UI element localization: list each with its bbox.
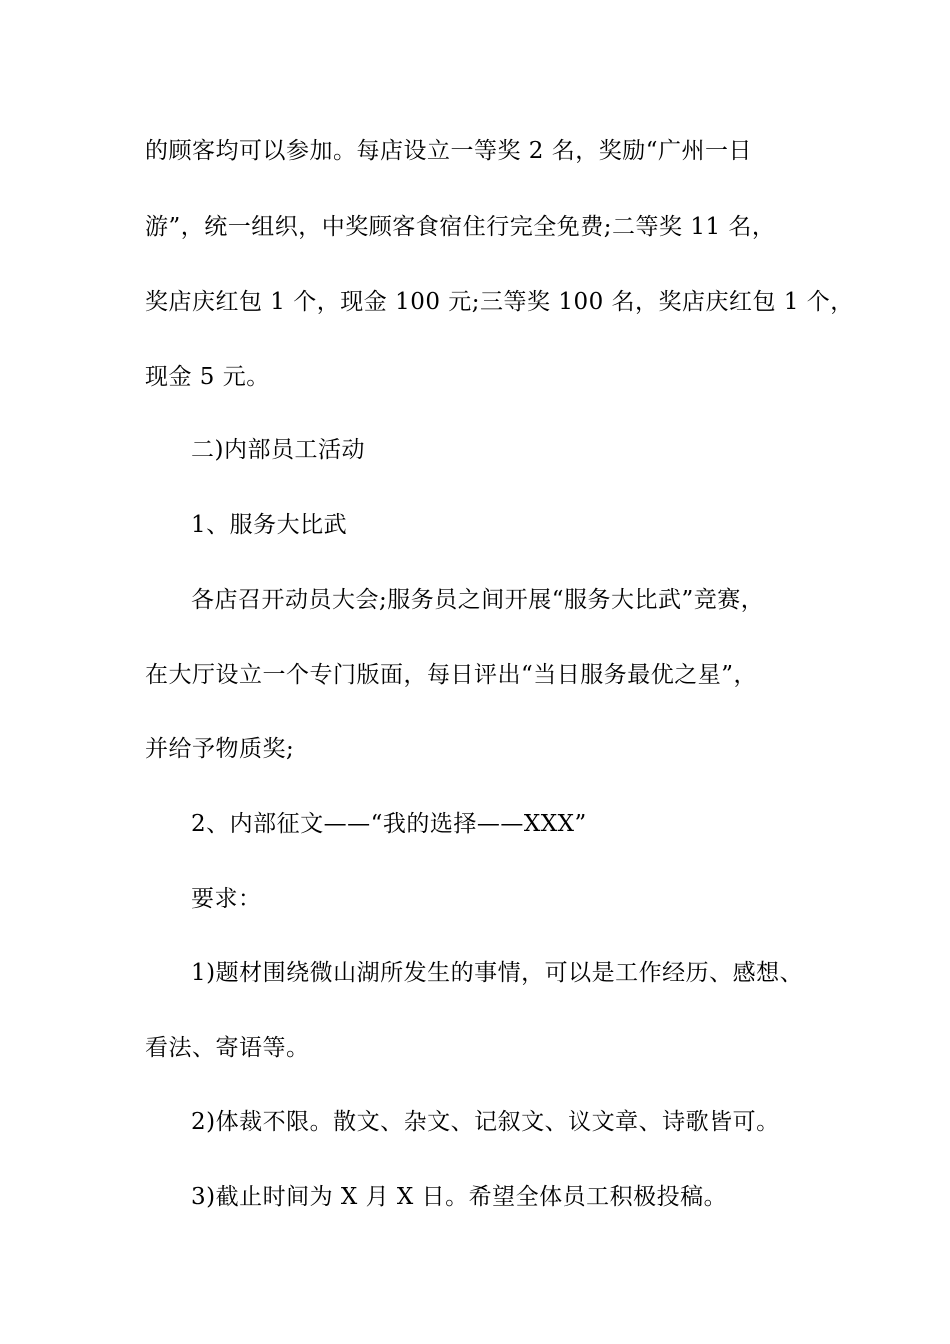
- subsection-heading: 1、服务大比武: [191, 512, 348, 538]
- paragraph-line: 现金 5 元。: [145, 364, 270, 390]
- list-item-continuation: 看法、寄语等。: [145, 1035, 310, 1061]
- paragraph-line: 游”，统一组织，中奖顾客食宿住行完全免费;二等奖 11 名，: [145, 214, 776, 240]
- subsection-heading: 2、内部征文——“我的选择——XXX”: [191, 811, 587, 837]
- section-heading: 二)内部员工活动: [191, 437, 365, 463]
- paragraph-line: 各店召开动员大会;服务员之间开展“服务大比武”竞赛，: [191, 587, 765, 613]
- paragraph-line: 的顾客均可以参加。每店设立一等奖 2 名，奖励“广州一日: [145, 138, 753, 164]
- list-item: 3)截止时间为 X 月 X 日。希望全体员工积极投稿。: [191, 1184, 728, 1210]
- requirements-label: 要求：: [191, 886, 262, 912]
- list-item: 1)题材围绕微山湖所发生的事情，可以是工作经历、感想、: [191, 960, 804, 986]
- paragraph-line: 奖店庆红包 1 个，现金 100 元;三等奖 100 名，奖店庆红包 1 个，: [145, 289, 854, 315]
- list-item: 2)体裁不限。散文、杂文、记叙文、议文章、诗歌皆可。: [191, 1109, 780, 1135]
- paragraph-line: 在大厅设立一个专门版面，每日评出“当日服务最优之星”，: [145, 662, 758, 688]
- paragraph-line: 并给予物质奖;: [145, 736, 295, 762]
